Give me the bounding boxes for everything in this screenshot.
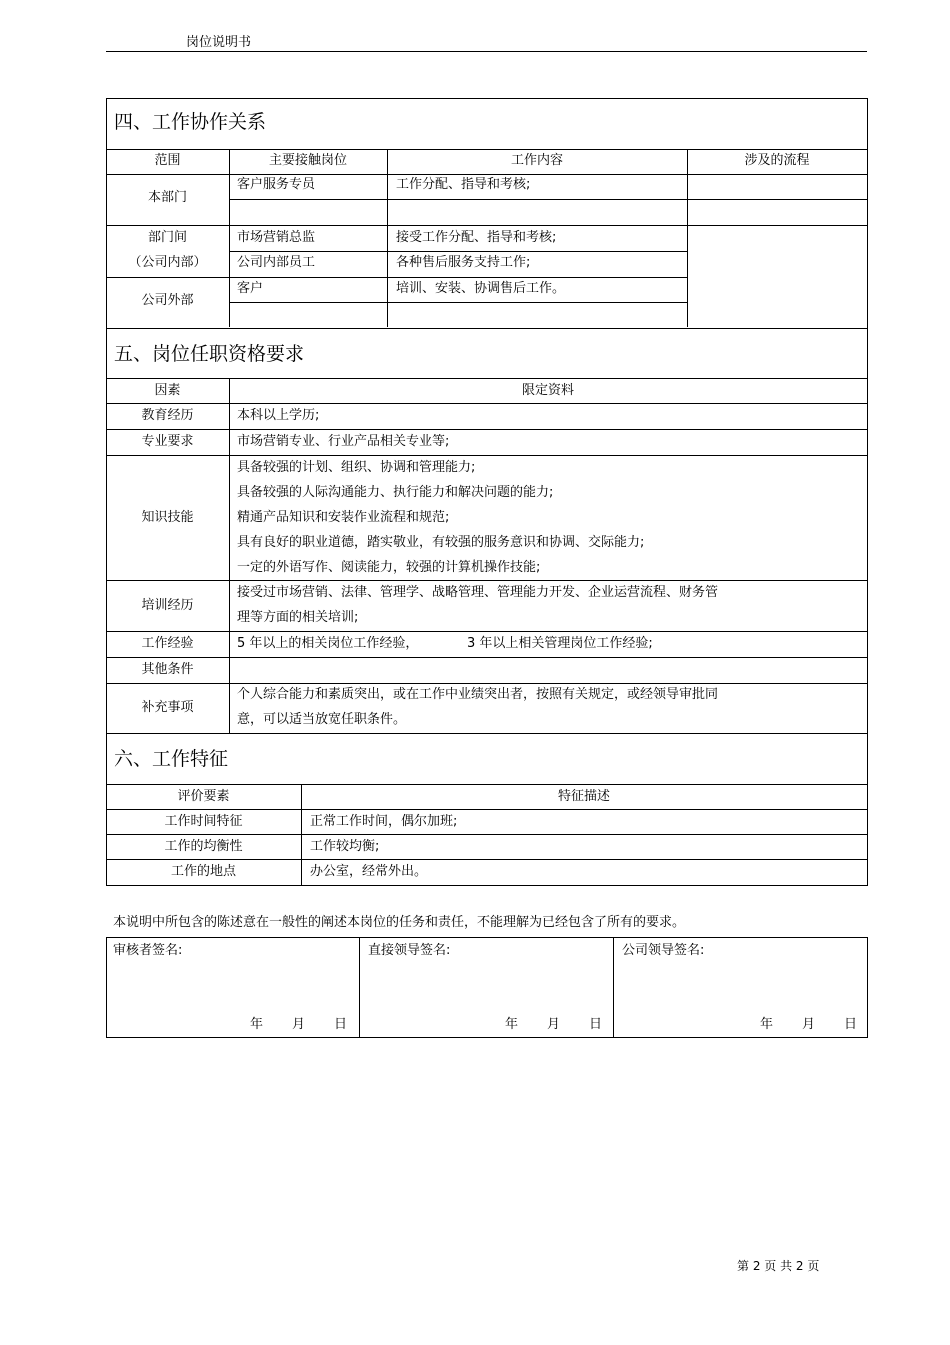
scope-interdept-1: 部门间 [147,230,187,245]
extra-line: 个人综合能力和素质突出，或在工作中业绩突出者，按照有关规定，或经领导审批同 [237,687,719,702]
section-4-title: 四、工作协作关系 [114,111,267,133]
section-6-title: 六、工作特征 [114,748,229,770]
header-rule [106,51,867,52]
s4-header-process: 涉及的流程 [744,153,810,168]
s6-header-factor: 评价要素 [177,789,230,804]
supervisor-signature-label: 直接领导签名: [368,943,451,958]
sig-month: 月 [802,1017,816,1032]
extra-line: 意，可以适当放宽任职条件。 [237,712,407,727]
sig-year: 年 [760,1017,774,1032]
skills-label: 知识技能 [141,510,194,525]
company-leader-signature-label: 公司领导签名: [622,943,705,958]
reviewer-signature-label: 审核者签名: [113,943,183,958]
s6-row-value: 办公室，经常外出。 [310,864,428,879]
major-value: 市场营销专业、行业产品相关专业等; [237,434,450,449]
content-cs-specialist: 工作分配、指导和考核; [396,177,531,192]
page-number: 第 2 页 共 2 页 [737,1259,820,1273]
s6-row-label: 工作时间特征 [164,814,243,829]
sig-month: 月 [292,1017,306,1032]
content-marketing-director: 接受工作分配、指导和考核; [396,230,557,245]
exp-label: 工作经验 [141,636,194,651]
sig-day: 日 [844,1017,858,1032]
scope-interdept-2: （公司内部） [128,255,207,270]
extra-label: 补充事项 [141,700,194,715]
skills-line: 精通产品知识和安装作业流程和规范; [237,510,450,525]
sig-day: 日 [334,1017,348,1032]
sig-year: 年 [505,1017,519,1032]
post-marketing-director: 市场营销总监 [237,230,316,245]
s4-header-scope: 范围 [154,153,181,168]
other-label: 其他条件 [141,662,194,677]
major-label: 专业要求 [141,434,194,449]
sig-year: 年 [250,1017,264,1032]
skills-line: 具有良好的职业道德，踏实敬业，有较强的服务意识和协调、交际能力; [237,535,645,550]
section-5-title: 五、岗位任职资格要求 [114,343,305,365]
post-customer: 客户 [237,281,264,296]
edu-value: 本科以上学历; [237,408,320,423]
post-cs-specialist: 客户服务专员 [237,177,316,192]
exp-value-b: 3 年以上相关管理岗位工作经验; [467,636,653,651]
s6-row-value: 工作较均衡; [310,839,380,854]
s4-header-post: 主要接触岗位 [268,153,347,168]
s4-header-content: 工作内容 [510,153,563,168]
exp-value-a: 5 年以上的相关岗位工作经验， [237,636,419,651]
edu-label: 教育经历 [141,408,194,423]
s6-row-value: 正常工作时间，偶尔加班; [310,814,458,829]
s5-header-detail: 限定资料 [521,383,574,398]
training-line: 理等方面的相关培训; [237,610,359,625]
disclaimer-note: 本说明中所包含的陈述意在一般性的阐述本岗位的任务和责任，不能理解为已经包含了所有的要求。 [113,915,686,930]
skills-line: 具备较强的计划、组织、协调和管理能力; [237,460,476,475]
page-header-title: 岗位说明书 [186,35,252,50]
scope-external: 公司外部 [141,293,194,308]
training-line: 接受过市场营销、法律、管理学、战略管理、管理能力开发、企业运营流程、财务管 [237,585,719,600]
sig-day: 日 [589,1017,603,1032]
training-label: 培训经历 [141,598,194,613]
post-internal-staff: 公司内部员工 [237,255,316,270]
content-internal-staff: 各种售后服务支持工作; [396,255,531,270]
s6-row-label: 工作的均衡性 [164,839,243,854]
skills-line: 具备较强的人际沟通能力、执行能力和解决问题的能力; [237,485,554,500]
content-customer: 培训、安装、协调售后工作。 [396,281,566,296]
s6-header-desc: 特征描述 [557,789,610,804]
scope-department: 本部门 [147,190,187,205]
signature-table [106,937,868,1038]
s5-header-factor: 因素 [154,383,181,398]
s6-row-label: 工作的地点 [170,864,236,879]
sig-month: 月 [547,1017,561,1032]
skills-line: 一定的外语写作、阅读能力，较强的计算机操作技能; [237,560,541,575]
